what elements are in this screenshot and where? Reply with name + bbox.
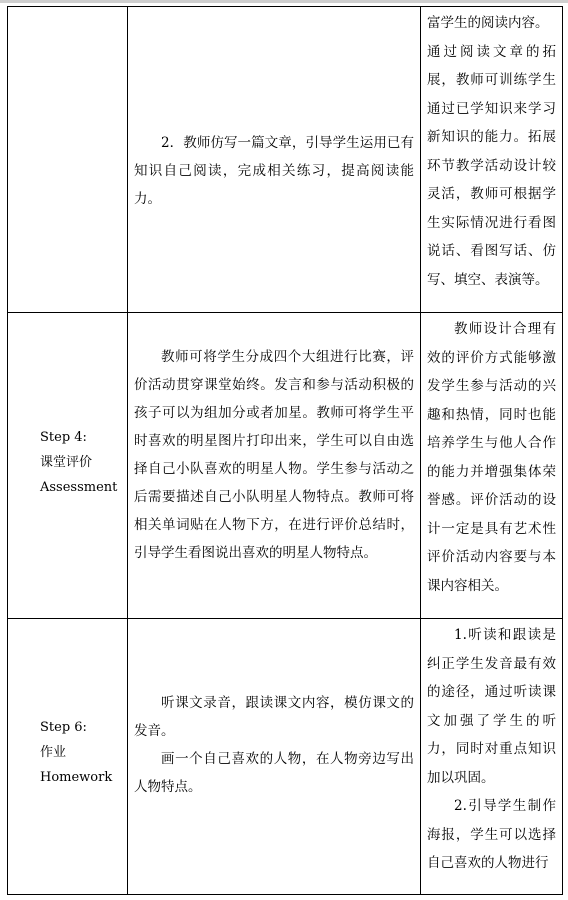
purpose-cell	[421, 619, 563, 895]
page-top-edge	[0, 0, 568, 3]
activity-cell	[128, 619, 421, 895]
table-row	[8, 619, 563, 895]
step-number: Step 6:	[40, 720, 87, 735]
activity-text: 画一个自己喜欢的人物，在人物旁边写出人物特点。	[134, 751, 414, 795]
purpose-text: 富学生的阅读内容。	[427, 15, 549, 31]
table-row	[8, 7, 563, 313]
activity-cell	[128, 7, 421, 313]
step-title-zh: 作业	[40, 745, 67, 760]
purpose-cell	[421, 7, 563, 313]
purpose-text: 1.听读和跟读是纠正学生发音最有效的途径，通过听读课文加强了学生的听力，同时对重点知识加以巩固。	[427, 627, 556, 786]
purpose-cell	[421, 313, 563, 619]
activity-cell	[128, 313, 421, 619]
step-title-en: Homework	[40, 770, 113, 785]
activity-text: 听课文录音，跟读课文内容，模仿课文的发音。	[134, 695, 414, 739]
activity-text: 2．教师仿写一篇文章，引导学生运用已有知识自己阅读，完成相关练习，提高阅读能力。	[134, 135, 414, 207]
activity-text: 教师可将学生分成四个大组进行比赛，评价活动贯穿课堂始终。发言和参与活动积极的孩子可以为组加分或者加星。教师可将学生平时喜欢的明星图片打印出来，学生可以自由选择自己小队喜欢的明星人物。学生参与活动之后需要描述自己小队明星人物特点。教师可将相关单词贴在人物下方，在进行评价总结时，引导学生看图说出喜欢的明星人物特点。	[134, 349, 414, 561]
purpose-text: 教师设计合理有效的评价方式能够激发学生参与活动的兴趣和热情，同时也能培养学生与他人合作的能力并增强集体荣誉感。评价活动的设计一定是具有艺术性评价活动内容要与本课内容相关。	[427, 321, 556, 594]
lesson-plan-table	[7, 6, 563, 895]
purpose-text: 2.引导学生制作海报，学生可以选择自己喜欢的人物进行	[427, 798, 556, 871]
step-title-en: Assessment	[40, 480, 118, 495]
table-row	[8, 313, 563, 619]
purpose-text: 通过阅读文章的拓展，教师可训练学生通过已学知识来学习新知识的能力。拓展环节教学活动设计较灵活，教师可根据学生实际情况进行看图说话、看图写话、仿写、填空、表演等。	[427, 43, 556, 288]
step-cell	[8, 619, 128, 895]
step-number: Step 4:	[40, 430, 87, 445]
step-title-zh: 课堂评价	[40, 455, 93, 470]
step-cell	[8, 313, 128, 619]
step-cell	[8, 7, 128, 313]
